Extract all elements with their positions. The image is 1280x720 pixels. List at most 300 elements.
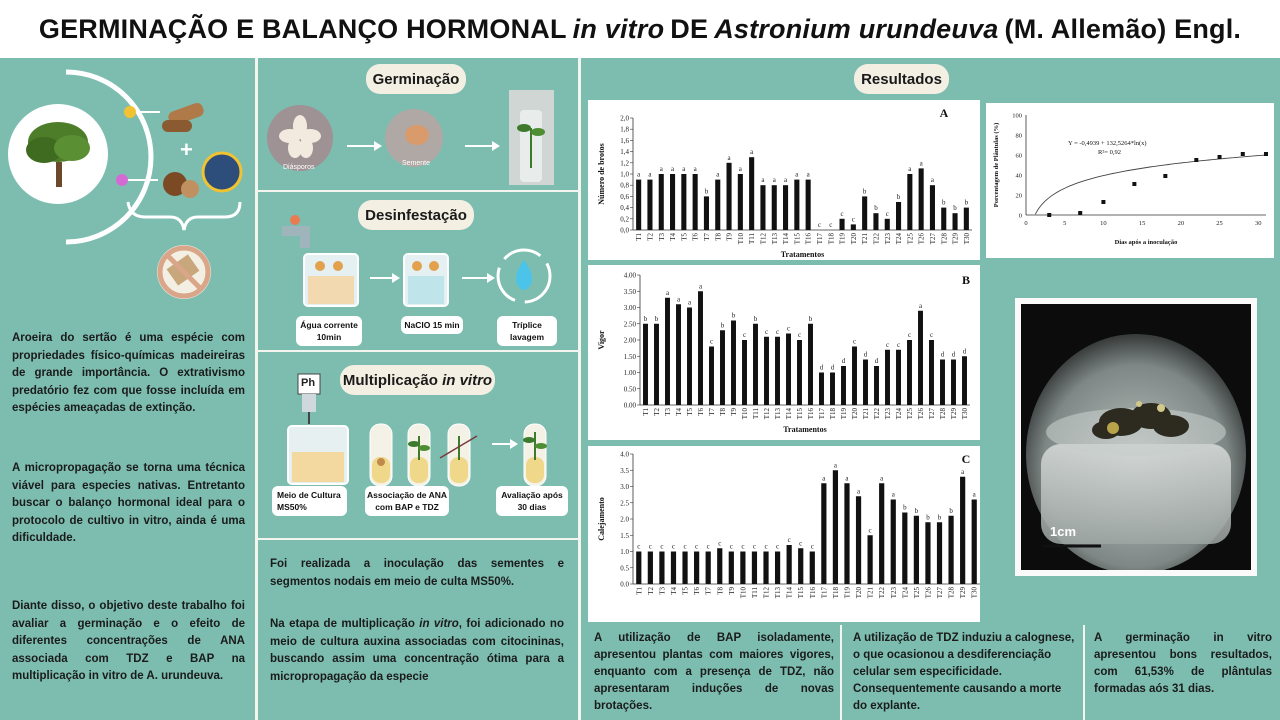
chart-c-bar [798,548,803,584]
chart-c-bar-letter: c [810,542,814,551]
middle-hline-1 [258,190,578,192]
chart-a-bar [941,208,946,230]
chart-c-bar [775,552,780,585]
chart-b-bar-letter: b [643,314,648,323]
chart-b-bar-letter: b [720,321,725,330]
chart-c-xtick-label: T27 [936,587,945,599]
chart-c-bar-letter: c [718,539,722,548]
chart-c-bar-letter: a [856,487,861,496]
chart-c-bar-letter: b [903,503,907,512]
chart-a-bar-letter: a [682,165,686,173]
chart-a-bar [930,185,935,230]
chart-a-box [588,100,980,260]
middle-paragraph-1: Foi realizada a inoculação das sementes e segmentos nodais em meio de culta MS50%. [270,558,564,588]
chart-a-bar-letter: a [930,176,935,185]
chart-a-bar-letter: b [704,187,709,196]
avaliacao-label: Avaliação após 30 dias [496,486,568,516]
chart-d-xtick-label: 0 [1024,220,1028,227]
title-part4: Astronium urundeuva [714,13,999,44]
chart-c-bar-letter: c [764,542,768,551]
chart-c-bar [659,552,664,585]
chart-c-bar [740,552,745,585]
triplice-label: Tríplice lavagem [497,316,557,346]
chart-b-xlabel: Tratamentos [783,425,827,434]
chart-b-bar-letter: c [907,331,912,339]
chart-c-bar-letter: c [752,542,757,551]
chart-c-xtick-label: T8 [716,587,725,595]
title-part1: GERMINAÇÃO E BALANÇO HORMONAL [38,13,567,44]
chart-b-bar [951,360,956,406]
chart-b-bar [929,340,934,405]
chart-b-bar-letter: c [709,337,714,346]
chart-c-bar [833,470,838,584]
chart-a-bar-letter: a [693,165,697,173]
naclo-label: NaClO 15 min [401,316,463,334]
chart-c-bar-letter: c [648,542,652,551]
chart-a-xtick-label: T14 [782,233,791,245]
chart-a-bar [794,180,799,230]
chart-a-bar [783,185,788,230]
chart-c-bar [891,500,896,585]
chart-b-bar [830,373,835,406]
chart-d-ytick-label: 100 [1012,112,1022,120]
chart-a-ytick-label: 0,4 [620,204,629,213]
chart-c-ytick-label: 3.5 [620,466,629,475]
chart-a-bar [681,174,686,230]
chart-a-bar [953,213,958,230]
chart-b-xtick-label: T18 [829,408,837,420]
chart-a-bar-letter: a [637,170,641,179]
chart-b-ytick-label: 1.00 [623,369,636,377]
chart-a-bar [704,196,709,230]
chart-a-bar-letter: a [783,176,788,185]
chart-b-bar [709,347,714,406]
chart-d-point [1194,158,1198,162]
chart-b-xtick-label: T23 [884,408,892,420]
chart-d-ytick-label: 80 [1015,132,1022,140]
chart-a-bar-letter: a [716,170,720,179]
chart-c-bar [914,516,919,584]
chart-d-point [1163,174,1167,178]
chart-d-xtick-label: 25 [1216,220,1223,227]
chart-d-ytick-label: 60 [1015,152,1022,160]
chart-c-xtick-label: T28 [947,587,956,599]
chart-b-xtick-label: T21 [862,408,870,420]
chart-c-bar-letter: a [833,461,837,470]
chart-a-ytick-label: 1,4 [620,148,629,157]
chart-d-xtick-label: 15 [1138,220,1146,227]
chart-b-bar-letter: a [676,295,681,304]
chart-a-bar [727,163,732,230]
chart-c-xtick-label: T16 [808,587,817,599]
chart-c-bar-letter: c [706,542,710,551]
chart-a-bar-letter: a [659,165,663,173]
chart-b-xtick-label: T27 [928,408,936,420]
chart-b-bar-letter: b [654,314,659,323]
chart-d-point [1132,182,1136,186]
chart-b-ytick-label: 2.00 [623,336,636,345]
chart-b-ylabel: Vigor [597,330,606,350]
results-divider-2 [1083,625,1085,720]
title-part3: DE [670,13,709,44]
chart-b-xtick-label: T30 [961,408,969,420]
chart-c-xtick-label: T29 [959,587,968,599]
chart-b-bar-letter: a [665,288,670,297]
chart-d-xtick-label: 5 [1063,220,1067,227]
chart-d-equation: Y = -0,4939 + 132,5264*ln(x) [1068,140,1147,147]
chart-a-xtick-label: T29 [951,233,960,245]
chart-a-xtick-label: T24 [895,233,904,245]
chart-a-bar [647,180,652,230]
chart-a-bar [772,185,777,230]
chart-b-bar [665,298,670,405]
chart-a-bar [907,174,912,230]
chart-c-xtick-label: T11 [750,587,759,599]
chart-d [986,103,1274,258]
chart-b-bar [896,350,901,405]
chart-a-xtick-label: T26 [917,233,926,245]
chart-d-xlabel: Dias após a inoculação [1114,239,1178,246]
chart-a-bar [964,208,969,230]
chart-a-bar-letter: a [727,153,731,162]
chart-c-bar-letter: a [845,474,849,483]
chart-c-bar-letter: c [695,542,699,551]
chart-b-bar-letter: d [951,350,956,359]
chart-b-panel-letter: B [961,273,971,287]
chart-a-ytick-label: 0,0 [620,226,629,235]
chart-a-xtick-label: T23 [883,233,892,245]
chart-a-ytick-label: 1,2 [620,159,629,168]
chart-c-bar-letter: a [972,490,976,499]
chart-a-bar [840,219,845,230]
chart-c-bar [763,552,768,585]
chart-a-ytick-label: 0,8 [620,181,629,190]
chart-b-bar [687,308,692,406]
chart-a-xtick-label: T17 [815,233,824,245]
chart-c-bar [787,545,792,584]
chart-a-xtick-label: T5 [680,233,689,241]
chart-b-bar-letter: b [808,314,813,323]
mid-p2a: Na etapa de multiplicação [270,618,420,630]
chart-b-bar-letter: c [896,340,901,349]
chart-a-ytick-label: 1,6 [620,136,629,145]
chart-a-bar [919,168,924,230]
chart-c-xtick-label: T12 [762,587,771,599]
chart-a-bar-letter: a [806,170,810,179]
chart-c-xtick-label: T6 [693,587,702,595]
chart-d-ylabel: Porcentagem de Plântulas (%) [993,122,1000,208]
chart-c-bar-letter: c [660,542,664,551]
chart-b-xtick-label: T13 [774,408,782,420]
chart-c-ytick-label: 3.0 [620,483,629,491]
chart-a-bar [885,219,890,230]
chart-b-xtick-label: T16 [807,408,815,420]
chart-b-xtick-label: T10 [741,408,749,420]
chart-b-bar [643,324,648,405]
chart-c-xtick-label: T9 [727,587,736,595]
chart-a-xtick-label: T13 [770,233,779,245]
chart-b-xtick-label: T22 [873,408,881,420]
chart-a-bar [670,174,675,230]
chart-c-bar-letter: a [880,474,884,483]
chart-b-bar [786,334,791,406]
multiplicacao-illustration [262,372,574,490]
chart-d-box [986,103,1274,258]
chart-c-bar [671,552,676,585]
chart-a-xtick-label: T4 [669,233,678,241]
chart-b-bar [885,350,890,405]
chart-c-bar [752,552,757,585]
chart-a-bar [715,180,720,230]
chart-c-bar [648,552,653,585]
chart-a-xtick-label: T19 [838,233,847,245]
title-part5: (M. Allemão) Engl. [1004,13,1242,44]
chart-b-bar [852,347,857,406]
chart-a-xtick-label: T28 [940,233,949,245]
middle-hline-3 [258,538,578,540]
chart-a-panel-letter: A [939,106,949,120]
chart-b-xtick-label: T19 [840,408,848,420]
chart-a-bar-letter: c [829,221,833,229]
chart-c-xtick-label: T3 [658,587,667,595]
chart-b-xtick-label: T7 [708,408,716,416]
chart-a-xtick-label: T7 [702,233,711,241]
chart-c-ytick-label: 0.0 [620,580,629,589]
chart-a-bar-letter: b [874,204,878,213]
chart-c-ytick-label: 0.5 [620,564,629,573]
chart-a-bar [806,180,811,230]
chart-a-bar [862,196,867,230]
chart-b-xtick-label: T26 [917,408,925,420]
chart-c-xtick-label: T23 [889,587,898,599]
chart-b-xtick-label: T4 [675,408,683,416]
chart-a-xtick-label: T12 [759,233,768,245]
chart-a-xtick-label: T27 [928,233,937,245]
chart-c-ytick-label: 1.5 [620,531,629,540]
chart-a-xtick-label: T30 [962,233,971,245]
chart-c-bar [706,552,711,585]
result-text-2: A utilização de TDZ induziu a calognese, o que ocasionou a desdiferenciação celular sem especificidade. Consequentemente causando a morte do explante. [853,632,1075,712]
semente-label: Semente [402,160,431,167]
chart-c-bar-letter: c [787,536,791,544]
germinacao-title: Germinação [366,64,466,94]
chart-c-bar-letter: c [729,542,733,551]
chart-b-bar-letter: c [885,340,890,349]
results-divider-1 [840,625,842,720]
chart-c-bar [844,483,849,584]
chart-b-bar [918,311,923,405]
chart-c-ylabel: Calejamento [597,497,606,541]
chart-b-bar-letter: d [830,363,835,372]
chart-b-bar [731,321,736,406]
chart-a-bar-letter: b [953,204,957,213]
chart-c-bar-letter: b [926,513,930,522]
chart-c-bar-letter: c [683,542,687,551]
chart-b-bar [808,324,813,405]
left-illustration [0,62,255,312]
poster-title [0,0,1280,58]
chart-c-bar-letter: c [799,539,803,548]
chart-b-xtick-label: T25 [906,408,914,420]
chart-a-bar [693,174,698,230]
chart-b-bar-letter: c [742,331,747,339]
chart-a-xtick-label: T15 [793,233,802,245]
chart-b-xtick-label: T2 [653,408,661,416]
chart-a-xtick-label: T6 [691,233,700,241]
left-paragraph-1: Aroeira do sertão é uma espécie com propriedades físico-químicas madeireiras de grande importância. O extrativismo predatório fez com que fosse incluída em espécies ameaçadas de extinção. [12,332,245,414]
chart-a-bar [659,174,664,230]
chart-d-trend-line [1035,155,1264,214]
chart-a-bar-letter: c [851,215,855,224]
chart-a-bar-letter: b [942,198,946,207]
chart-c-box [588,446,980,622]
chart-b-bar-letter: c [775,327,780,336]
chart-c-xtick-label: T18 [831,587,840,599]
chart-a-xtick-label: T22 [872,233,881,245]
chart-b-xtick-label: T17 [818,408,826,420]
chart-b-bar-letter: d [863,350,868,359]
chart-b-bar-letter: c [797,331,802,339]
chart-c-xtick-label: T5 [681,587,690,595]
chart-c-bar [925,522,930,584]
chart-c-bar [972,500,977,585]
chart-d-point [1241,152,1245,156]
chart-a-xtick-label: T20 [849,233,858,245]
chart-c-bar [937,522,942,584]
chart-a-ytick-label: 2,0 [620,114,629,123]
chart-a-bar [896,202,901,230]
chart-a-ytick-label: 0,2 [620,215,629,224]
chart-d-r2: R²= 0,92 [1098,149,1121,156]
chart-a-bar-letter: a [750,148,754,157]
chart-d-ytick-label: 40 [1015,172,1022,180]
chart-a-bar [760,185,765,230]
chart-b-xtick-label: T20 [851,408,859,420]
chart-a-bar-letter: a [738,165,742,173]
chart-c-bar-letter: b [914,506,919,515]
chart-c-xtick-label: T14 [785,587,794,599]
meio-label: Meio de Cultura MS50% [272,486,347,516]
chart-a-bar-letter: a [670,165,675,173]
chart-b-xtick-label: T3 [664,408,672,416]
chart-b-bar-letter: c [852,337,857,346]
result-text-3: A germinação in vitro apresentou bons resultados, com 61,53% de plântulas formadas aós 31 dias. [1094,632,1272,695]
chart-d-point [1218,155,1222,159]
chart-d-ytick-label: 0 [1018,212,1022,220]
chart-b-xtick-label: T6 [697,408,705,416]
chart-c-panel-letter: C [961,452,971,466]
mult-title-italic: in vitro [442,371,493,389]
chart-b-xtick-label: T9 [730,408,738,416]
left-paragraph-3: Diante disso, o objetivo deste trabalho foi avaliar a germinação e o efeito de diferentes concentrações de ANA associada com TDZ e BAP na multiplicação in vitro de A. urundeuva. [12,600,245,682]
chart-c-xtick-label: T26 [924,587,933,599]
chart-c-bar-letter: a [891,490,895,499]
chart-c-bar-letter: c [741,542,745,551]
result-text-1: A utilização de BAP isoladamente, apresentou plantas com maiores vigores, enquanto com a presença de TDZ, não apresentaram induções de novas brotações. [594,632,834,712]
chart-b-bar [907,340,912,405]
chart-b-bar [764,337,769,405]
chart-b-bar [720,330,725,405]
chart-b-bar-letter: c [786,324,791,333]
chart-a [588,100,980,260]
chart-c-bar-letter: c [671,542,676,551]
chart-b-bar-letter: a [918,301,923,310]
chart-a-ytick-label: 1,0 [620,170,629,179]
chart-b-box [588,265,980,440]
chart-b-bar [753,324,758,405]
chart-a-bar-letter: a [919,159,923,168]
chart-a-ytick-label: 1,8 [620,125,629,134]
chart-c-xtick-label: T20 [855,587,864,599]
ph-label: Ph [301,377,316,389]
chart-c-xtick-label: T25 [912,587,921,599]
chart-c-bar-letter: c [776,542,780,551]
chart-b-bar-letter: d [841,357,846,365]
chart-c-ytick-label: 2.5 [620,499,629,508]
chart-c-bar [868,535,873,584]
chart-b-xtick-label: T15 [796,408,804,420]
chart-b-xtick-label: T1 [642,408,650,416]
chart-a-xtick-label: T2 [646,233,655,241]
chart-b-xtick-label: T14 [785,408,793,420]
chart-b-bar-letter: a [687,298,692,307]
chart-a-bar-letter: a [648,170,652,179]
chart-b-ytick-label: 3.50 [623,287,636,296]
chart-b-bar-letter: d [819,363,824,372]
chart-a-bar-letter: a [772,176,776,185]
chart-a-xtick-label: T11 [748,233,757,245]
chart-d-point [1264,152,1268,156]
chart-c-bar-letter: b [949,506,953,515]
chart-a-xtick-label: T21 [861,233,870,245]
chart-a-bar-letter: b [964,198,969,207]
chart-a-xtick-label: T1 [635,233,644,241]
assoc-label: Associação de ANA com BAP e TDZ [365,486,449,516]
chart-a-xtick-label: T18 [827,233,836,245]
chart-c-bar [694,552,699,585]
chart-d-ytick-label: 20 [1015,192,1022,200]
chart-c-bar-letter: c [637,542,641,551]
chart-b-bar [819,373,824,406]
chart-a-xtick-label: T16 [804,233,813,245]
chart-d-xtick-label: 30 [1255,220,1262,227]
divider-1 [255,58,258,720]
middle-paragraph-2 [270,616,564,686]
chart-b-ytick-label: 0.00 [623,401,636,410]
chart-b-xtick-label: T24 [895,408,903,420]
chart-c-bar [879,483,884,584]
chart-c-ytick-label: 2.0 [620,515,629,524]
chart-a-xtick-label: T10 [736,233,745,245]
chart-a-bar-letter: c [885,209,889,218]
chart-c-xtick-label: T19 [843,587,852,599]
chart-b-xtick-label: T12 [763,408,771,420]
chart-c-ytick-label: 1.0 [620,548,629,556]
chart-d-point [1078,211,1082,215]
chart-b-xtick-label: T29 [950,408,958,420]
chart-c-xtick-label: T1 [635,587,644,595]
chart-d-point [1047,213,1051,217]
chart-b-xtick-label: T8 [719,408,727,416]
chart-c-bar [810,552,815,585]
chart-a-xtick-label: T9 [725,233,734,241]
mid-p2b: in vitro [419,618,459,630]
chart-a-bar-letter: a [761,176,765,185]
chart-c-bar [960,477,965,584]
chart-b-bar-letter: b [753,314,758,323]
chart-a-bar-letter: a [908,165,912,173]
chart-b-bar-letter: b [731,311,736,320]
